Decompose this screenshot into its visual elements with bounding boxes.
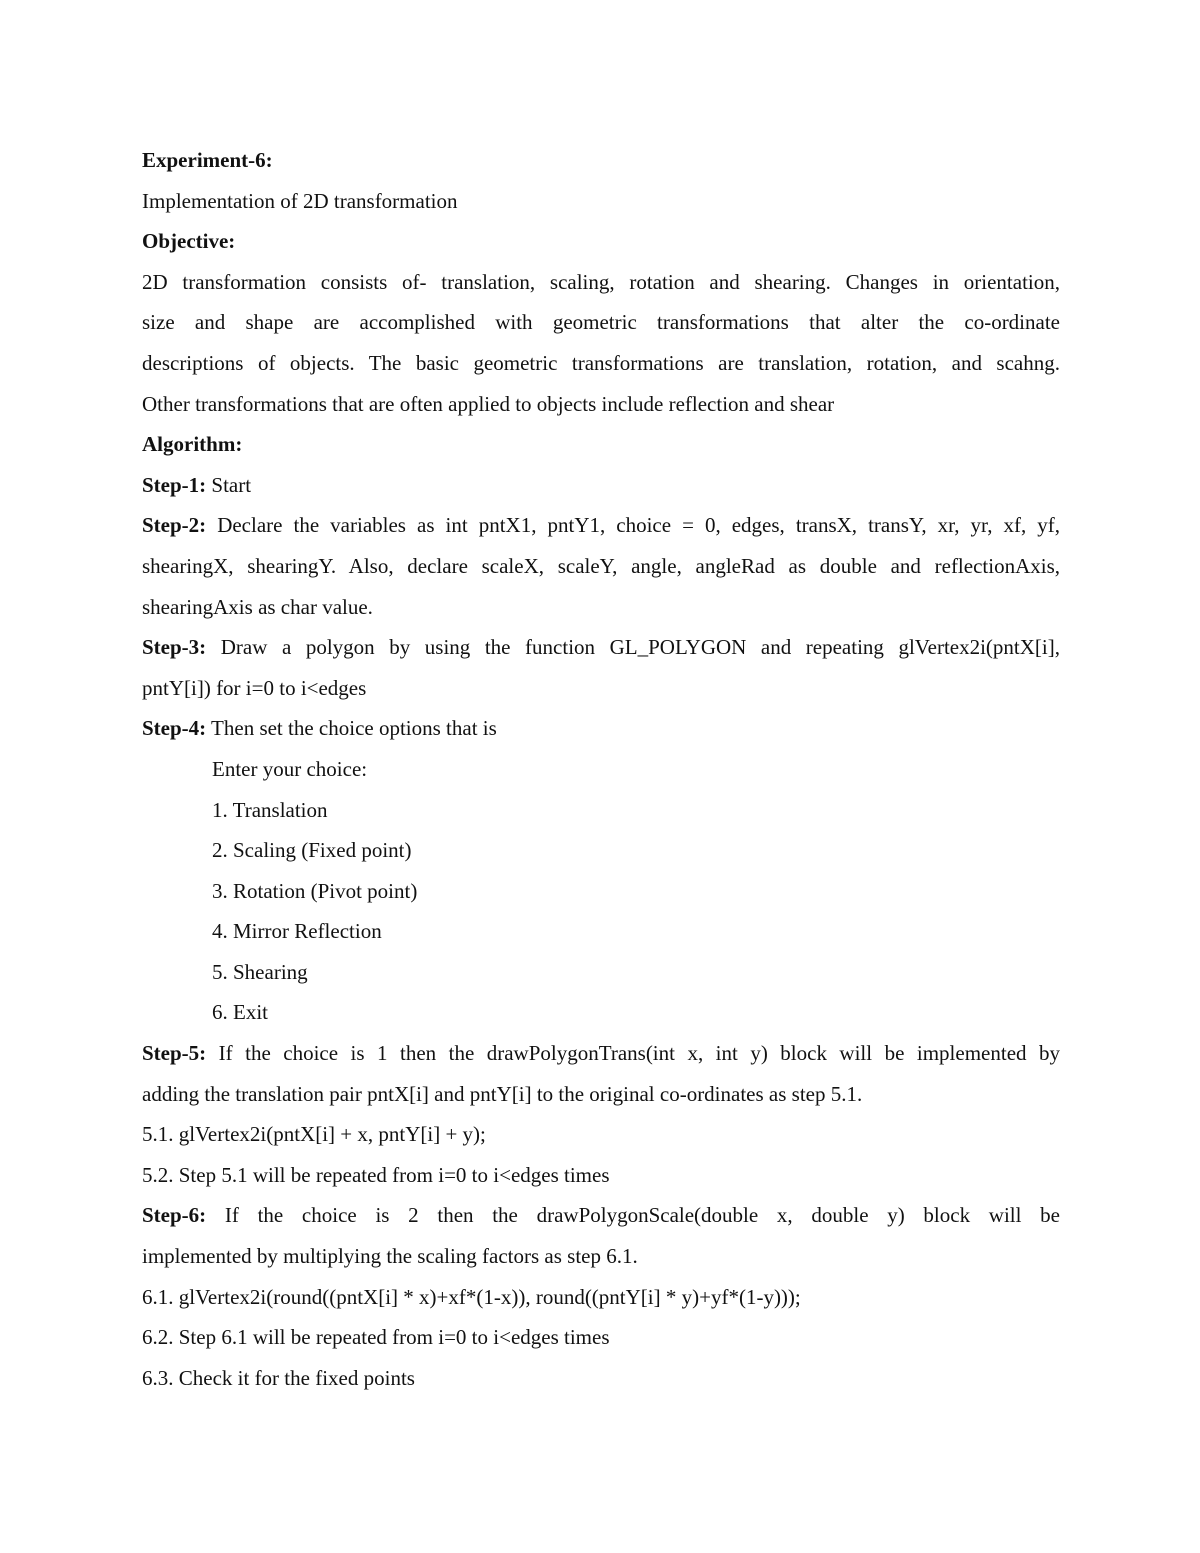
step-5-line-1 — [142, 1033, 1060, 1074]
choice-prompt: Enter your choice: — [212, 756, 368, 781]
choice-option-scaling: 2. Scaling (Fixed point) — [212, 838, 412, 863]
objective-line-3: descriptions of objects. The basic geometric transformations are translation, rotation, and scahng. — [142, 350, 1060, 375]
step-1-text: Start — [206, 472, 252, 497]
step-4 — [142, 708, 1060, 749]
step-6-line-1 — [142, 1195, 1060, 1236]
objective-line-1: 2D transformation consists of- translation, scaling, rotation and shearing. Changes in orientation, — [142, 269, 1060, 294]
objective-line-2: size and shape are accomplished with geometric transformations that alter the co-ordinate — [142, 310, 1060, 335]
step-6-label: Step-6: — [142, 1203, 207, 1228]
choice-option-rotation: 3. Rotation (Pivot point) — [212, 878, 418, 903]
step-2-line-1 — [142, 505, 1060, 546]
step-2-text: Declare the variables as int pntX1, pntY1, choice = 0, edges, transX, transY, xr, yr, xf, yf, — [206, 513, 1060, 538]
step-1 — [142, 465, 1060, 506]
step-2-line-2: shearingX, shearingY. Also, declare scaleX, scaleY, angle, angleRad as double and reflectionAxis, — [142, 553, 1060, 578]
objective-heading: Objective: — [142, 229, 236, 254]
step-6-1: 6.1. glVertex2i(round((pntX[i] * x)+xf*(1-x)), round((pntY[i] * y)+yf*(1-y))); — [142, 1284, 801, 1309]
step-6-text: If the choice is 2 then the drawPolygonScale(double x, double y) block will be — [206, 1203, 1060, 1228]
step-2-label: Step-2: — [142, 513, 207, 538]
objective-line-4: Other transformations that are often applied to objects include reflection and shear — [142, 391, 835, 416]
step-6-2: 6.2. Step 6.1 will be repeated from i=0 to i<edges times — [142, 1325, 610, 1350]
choice-option-reflection: 4. Mirror Reflection — [212, 919, 382, 944]
experiment-heading: Experiment-6: — [142, 148, 273, 172]
choice-option-exit: 6. Exit — [212, 1000, 268, 1025]
step-6-line-2: implemented by multiplying the scaling factors as step 6.1. — [142, 1244, 638, 1269]
experiment-title: Implementation of 2D transformation — [142, 188, 458, 213]
step-5-1: 5.1. glVertex2i(pntX[i] + x, pntY[i] + y); — [142, 1122, 486, 1147]
choice-option-translation: 1. Translation — [212, 797, 328, 822]
step-2-line-3: shearingAxis as char value. — [142, 594, 373, 619]
step-5-2: 5.2. Step 5.1 will be repeated from i=0 to i<edges times — [142, 1162, 610, 1187]
step-3-label: Step-3: — [142, 635, 207, 660]
algorithm-heading: Algorithm: — [142, 432, 243, 457]
step-3-line-1 — [142, 627, 1060, 668]
step-5-line-2: adding the translation pair pntX[i] and pntY[i] to the original co-ordinates as step 5.1. — [142, 1081, 863, 1106]
step-4-label: Step-4: — [142, 716, 207, 741]
step-5-label: Step-5: — [142, 1041, 207, 1066]
step-3-text: Draw a polygon by using the function GL_POLYGON and repeating glVertex2i(pntX[i], — [206, 635, 1060, 660]
step-5-text: If the choice is 1 then the drawPolygonTrans(int x, int y) block will be implemented by — [206, 1041, 1060, 1066]
step-1-label: Step-1: — [142, 472, 207, 497]
step-3-line-2: pntY[i]) for i=0 to i<edges — [142, 675, 367, 700]
document-page — [142, 140, 1060, 1398]
step-4-text: Then set the choice options that is — [206, 716, 497, 741]
choice-option-shearing: 5. Shearing — [212, 959, 308, 984]
step-6-3: 6.3. Check it for the fixed points — [142, 1365, 415, 1390]
